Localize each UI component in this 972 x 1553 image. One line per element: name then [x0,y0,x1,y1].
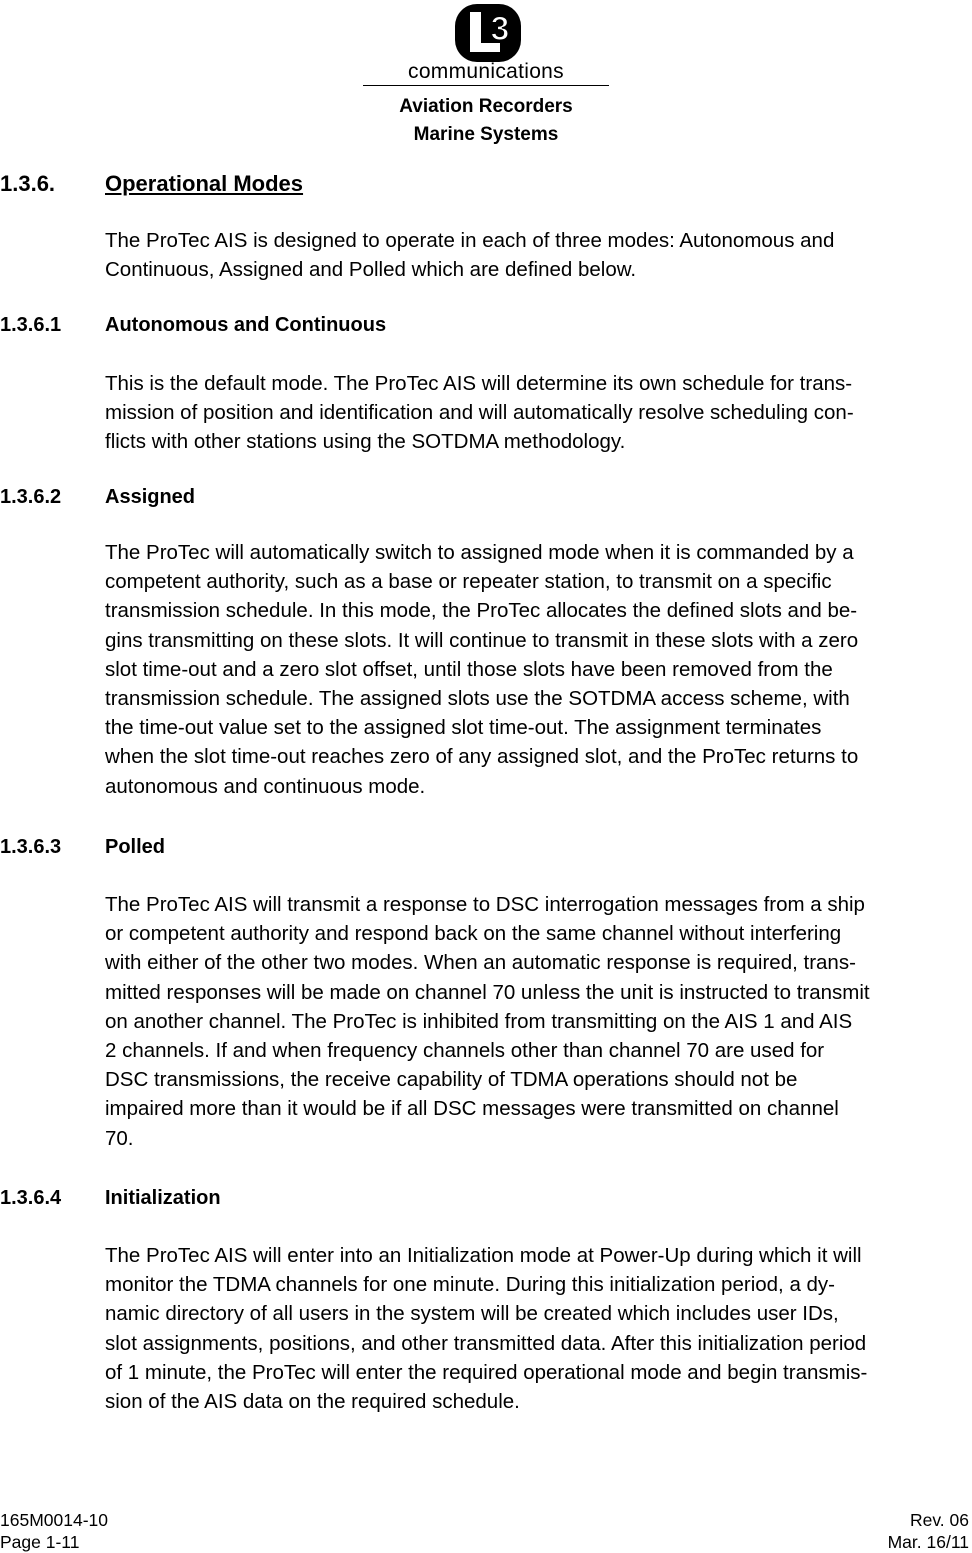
footer-date: Mar. 16/11 [887,1532,969,1552]
paragraph-line: flicts with other stations using the SOTDMA methodology. [105,430,626,454]
l3-logo-icon [453,2,523,64]
footer-page-number: Page 1-11 [0,1532,80,1552]
subsection-body [105,1241,967,1416]
subsection-number: 1.3.6.2 [0,486,62,508]
header-division: Aviation Recorders [399,96,573,117]
paragraph-line: DSC transmissions, the receive capability of TDMA operations should not be [105,1068,798,1092]
page-header [0,0,972,150]
section-intro [105,226,967,284]
paragraph-line: or competent authority and respond back on the same channel without interfering [105,922,842,946]
paragraph-line: Continuous, Assigned and Polled which are defined below. [105,258,637,282]
paragraph-line: transmission schedule. In this mode, the ProTec allocates the defined slots and be- [105,599,858,623]
header-subdivision: Marine Systems [413,124,559,145]
paragraph-line: mitted responses will be made on channel 70 unless the unit is instructed to transmit [105,980,870,1004]
logo-wordmark: communications [408,60,564,83]
footer-doc-number: 165M0014-10 [0,1510,108,1530]
svg-text:3: 3 [490,10,510,48]
paragraph-line: This is the default mode. The ProTec AIS will determine its own schedule for trans- [105,372,853,395]
paragraph-line: impaired more than it would be if all DSC messages were transmitted on channel [105,1097,839,1121]
paragraph-line: The ProTec AIS is designed to operate in each of three modes: Autonomous and [105,229,835,252]
section-title: Operational Modes [105,171,304,196]
paragraph-line: autonomous and continuous mode. [105,774,426,798]
subsection-body [105,369,967,457]
paragraph-line: when the slot time-out reaches zero of any assigned slot, and the ProTec returns to [105,745,859,769]
section-number: 1.3.6. [0,171,56,196]
paragraph-line: of 1 minute, the ProTec will enter the required operational mode and begin transmis- [105,1360,868,1384]
paragraph-line: namic directory of all users in the system will be created which includes user IDs, [105,1302,839,1326]
paragraph-line: 70. [105,1126,134,1150]
paragraph-line: The ProTec AIS will enter into an Initialization mode at Power-Up during which it will [105,1244,862,1267]
subsection-number: 1.3.6.3 [0,836,62,858]
paragraph-line: slot assignments, positions, and other transmitted data. After this initialization period [105,1331,867,1355]
subsection-body [105,890,967,1153]
subsection-number: 1.3.6.4 [0,1187,62,1209]
subsection-body [105,538,967,801]
paragraph-line: gins transmitting on these slots. It will continue to transmit in these slots with a zero [105,628,859,652]
paragraph-line: monitor the TDMA channels for one minute. During this initialization period, a dy- [105,1273,836,1297]
subsection-title: Initialization [105,1187,221,1209]
footer-revision: Rev. 06 [909,1510,969,1530]
subsection-title: Polled [105,836,166,858]
paragraph-line: mission of position and identification and will automatically resolve scheduling con- [105,401,854,425]
paragraph-line: the time-out value set to the assigned slot time-out. The assignment terminates [105,716,822,740]
subsection-number: 1.3.6.1 [0,314,62,336]
paragraph-line: with either of the other two modes. When an automatic response is required, trans- [105,951,856,975]
paragraph-line: slot time-out and a zero slot offset, until those slots have been removed from the [105,657,833,681]
paragraph-line: competent authority, such as a base or repeater station, to transmit on a specific [105,570,832,594]
header-rule [363,85,609,86]
paragraph-line: The ProTec will automatically switch to assigned mode when it is commanded by a [105,541,854,564]
paragraph-line: transmission schedule. The assigned slots use the SOTDMA access scheme, with [105,686,850,710]
paragraph-line: sion of the AIS data on the required schedule. [105,1389,520,1413]
subsection-title: Assigned [105,486,196,508]
paragraph-line: on another channel. The ProTec is inhibited from transmitting on the AIS 1 and AIS [105,1009,853,1033]
subsection-title: Autonomous and Continuous [105,314,387,336]
paragraph-line: 2 channels. If and when frequency channels other than channel 70 are used for [105,1038,825,1062]
paragraph-line: The ProTec AIS will transmit a response to DSC interrogation messages from a ship [105,893,865,916]
